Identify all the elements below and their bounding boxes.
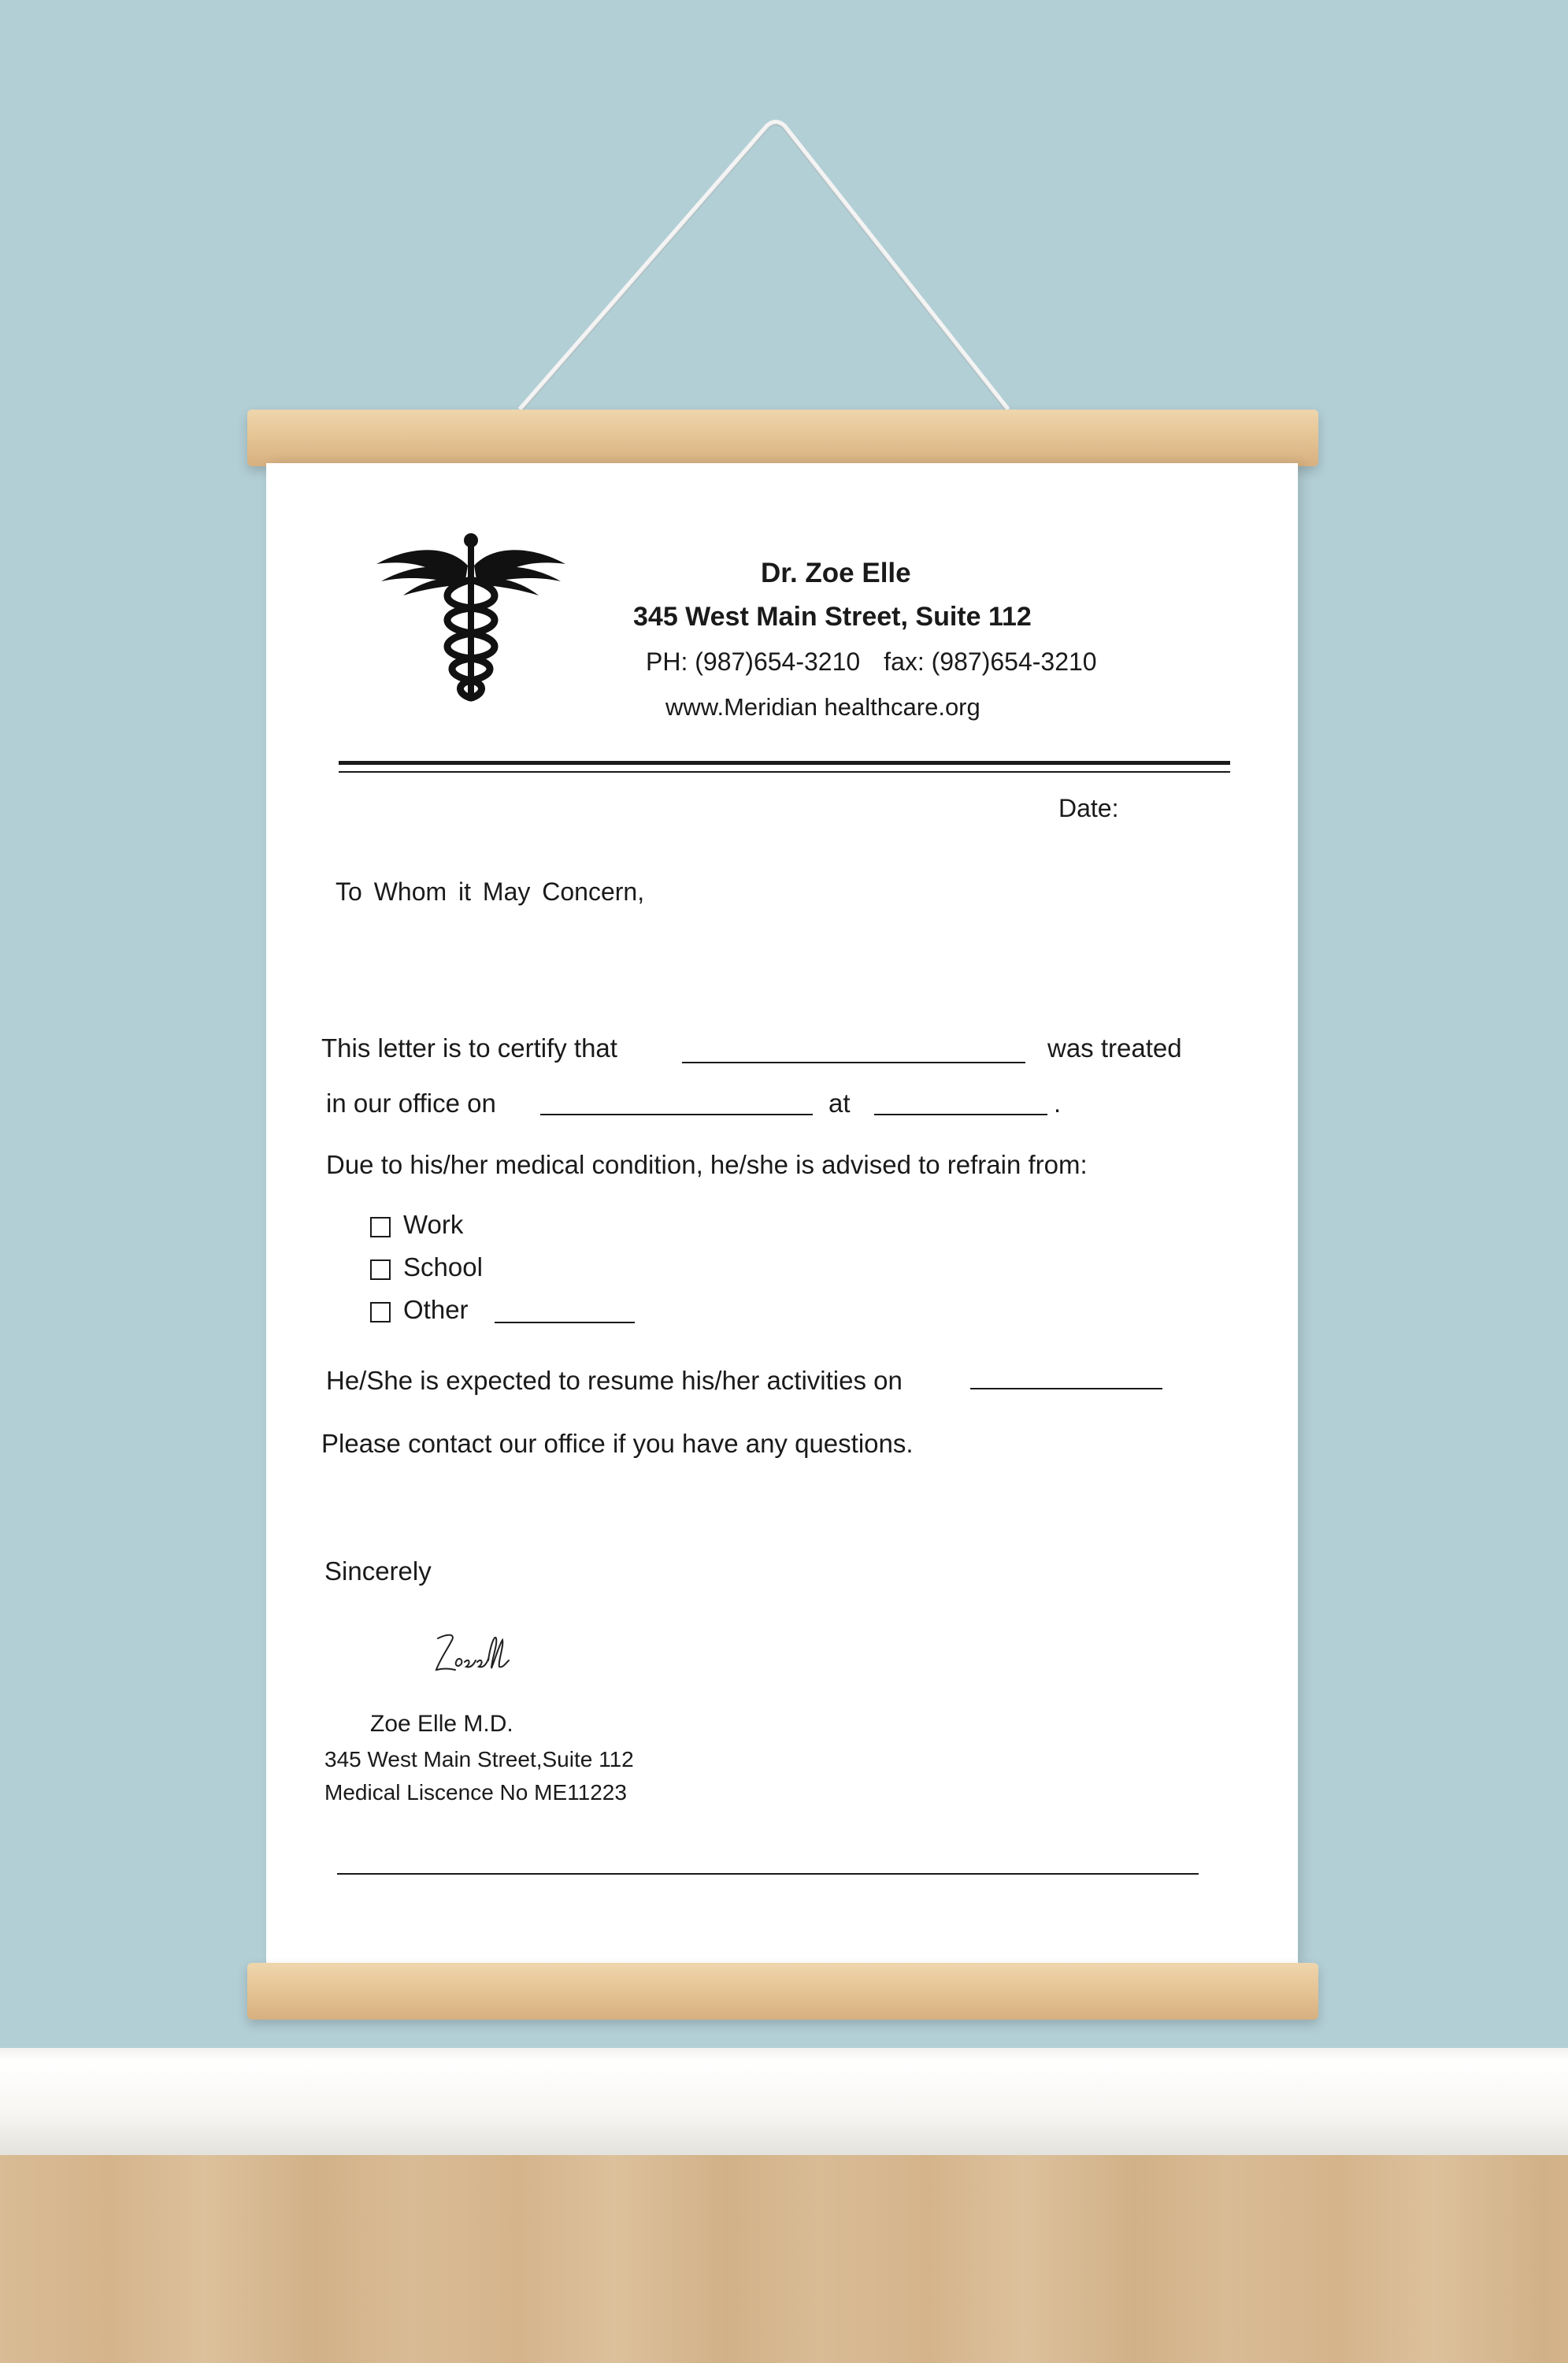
baseboard (0, 2048, 1568, 2155)
signer-address: 345 West Main Street,Suite 112 (324, 1747, 634, 1771)
work-option-label: Work (403, 1210, 464, 1239)
handwritten-signature (432, 1629, 513, 1682)
visit-time-blank[interactable] (874, 1114, 1047, 1115)
school-checkbox[interactable] (370, 1259, 391, 1280)
top-wooden-rail (247, 410, 1318, 466)
contact-line-text: Please contact our office if you have any questions. (321, 1429, 914, 1458)
doctor-name-heading: Dr. Zoe Elle (761, 558, 911, 588)
closing: Sincerely (324, 1556, 432, 1586)
hanging-cord (0, 0, 1568, 473)
certify-prefix: This letter is to certify that (321, 1033, 617, 1063)
fax-number: fax: (987)654-3210 (884, 647, 1097, 676)
certify-suffix: was treated (1047, 1033, 1182, 1063)
resume-date-blank[interactable] (970, 1388, 1162, 1389)
date-label: Date: (1058, 794, 1119, 822)
header-divider-thick (339, 761, 1230, 765)
caduceus-icon (376, 529, 565, 707)
salutation: To Whom it May Concern, (335, 877, 645, 906)
other-checkbox[interactable] (370, 1302, 391, 1322)
contact-line (646, 647, 1097, 677)
bottom-wooden-rail (247, 1963, 1318, 2020)
office-address: 345 West Main Street, Suite 112 (633, 602, 1032, 632)
office-period: . (1054, 1089, 1062, 1118)
footer-divider (337, 1873, 1199, 1875)
patient-name-blank[interactable] (682, 1062, 1025, 1063)
office-prefix: in our office on (326, 1089, 496, 1118)
condition-line: Due to his/her medical condition, he/she is advised to refrain from: (326, 1150, 1088, 1179)
visit-date-blank[interactable] (540, 1114, 813, 1115)
header-divider-thin (339, 771, 1230, 773)
work-checkbox[interactable] (370, 1217, 391, 1237)
wood-floor (0, 2155, 1568, 2363)
signer-name: Zoe Elle M.D. (370, 1711, 513, 1737)
other-reason-blank[interactable] (495, 1322, 635, 1323)
school-option-label: School (403, 1252, 483, 1282)
resume-line: He/She is expected to resume his/her activities on (326, 1366, 903, 1395)
signer-license: Medical Liscence No ME11223 (324, 1780, 627, 1805)
office-at: at (828, 1089, 851, 1118)
phone-number: PH: (987)654-3210 (646, 647, 861, 676)
other-option-label: Other (403, 1295, 469, 1324)
website-link[interactable]: www.Meridian healthcare.org (665, 693, 980, 721)
